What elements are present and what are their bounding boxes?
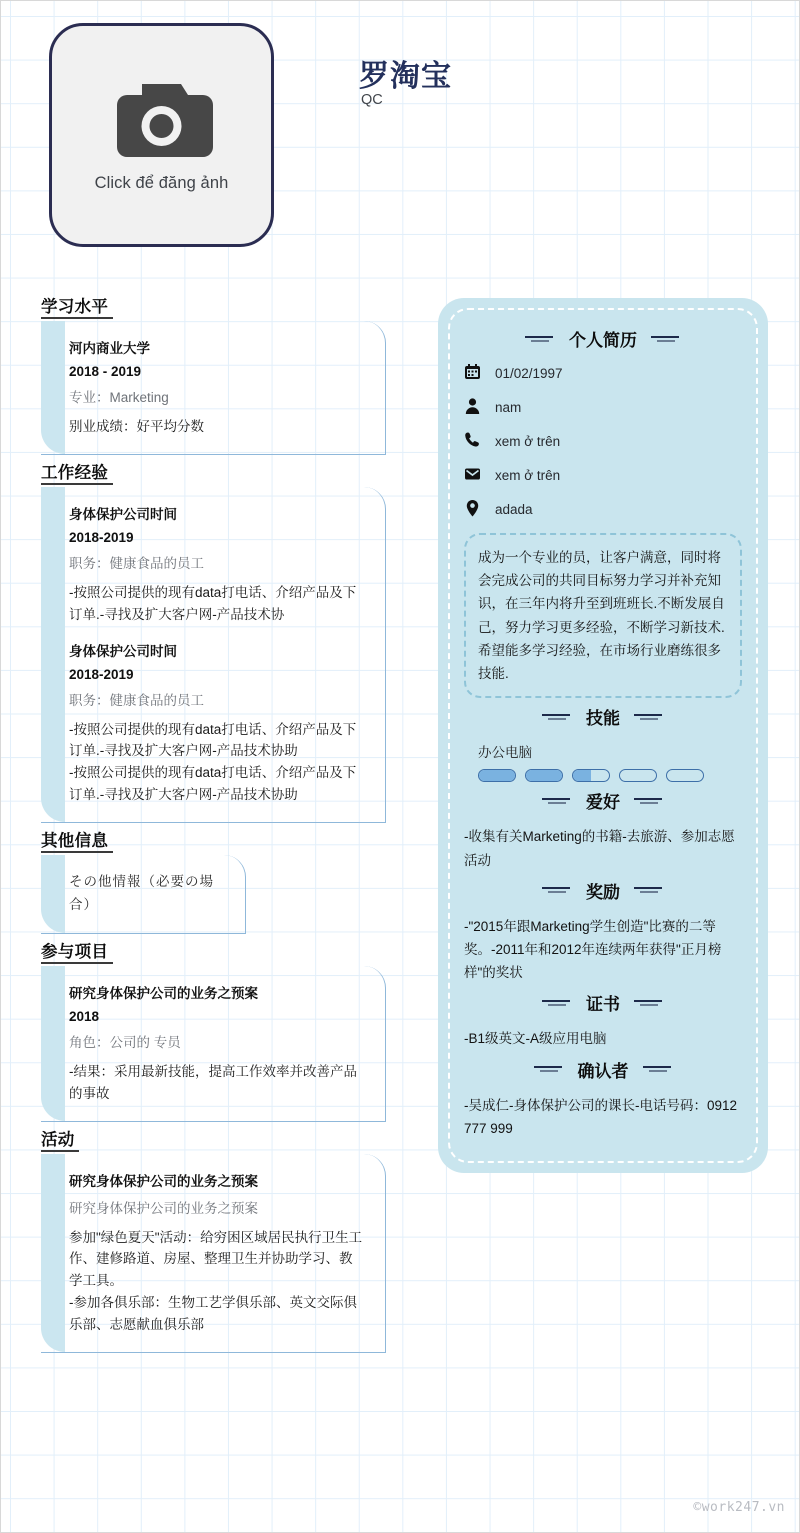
- skill-rating-pill[interactable]: [619, 769, 657, 782]
- phone-icon: [464, 431, 481, 452]
- skill-pill-fill: [573, 770, 591, 781]
- hobbies-heading-label: 爱好: [586, 793, 620, 813]
- section-content-box[interactable]: [41, 487, 386, 823]
- ornament-right-icon: [634, 886, 664, 894]
- watermark: ©work247.vn: [693, 1500, 785, 1515]
- contact-row[interactable]: [464, 431, 746, 452]
- contact-value: nam: [495, 400, 522, 415]
- resume-section: [1, 459, 411, 823]
- camera-icon: [109, 78, 214, 162]
- skill-rating-pill[interactable]: [572, 769, 610, 782]
- profile-heading: [460, 326, 746, 351]
- section-content-box[interactable]: [41, 966, 386, 1122]
- skill-pill-fill: [479, 770, 515, 781]
- entry-title: 身体保护公司时间: [69, 643, 177, 659]
- hobbies-heading: [460, 788, 746, 813]
- entry-description: -按照公司提供的现有data打电话、介绍产品及下订单.-寻找及扩大客户网-产品技术协: [69, 584, 357, 622]
- contact-value: 01/02/1997: [495, 366, 563, 381]
- entry-subtitle: 职务：健康食品的员工: [69, 692, 204, 708]
- references-heading-label: 确认者: [577, 1061, 629, 1081]
- entry-title: 研究身体保护公司的业务之预案: [69, 1173, 258, 1189]
- entry-date: 2018 - 2019: [69, 364, 142, 379]
- contact-row[interactable]: [464, 465, 746, 486]
- resume-section: [1, 827, 411, 934]
- candidate-name: 罗淘宝: [359, 60, 452, 93]
- entry-description: -按照公司提供的现有data打电话、介绍产品及下订单.-寻找及扩大客户网-产品技术协助 -按照公司提供的现有data打电话、介绍产品及下订单.-寻找及扩大客户网-产品技术协助: [69, 721, 357, 803]
- skill-rating-pill[interactable]: [666, 769, 704, 782]
- ornament-right-icon: [643, 1065, 673, 1073]
- certificates-heading-label: 证书: [586, 995, 620, 1015]
- awards-heading: [460, 878, 746, 903]
- contact-row[interactable]: [464, 363, 746, 384]
- skill-pill-fill: [526, 770, 562, 781]
- section-content-box[interactable]: [41, 855, 246, 934]
- section-heading: 其他信息: [41, 832, 109, 851]
- entry-title: 身体保护公司时间: [69, 506, 177, 522]
- ornament-left-icon: [542, 797, 572, 805]
- section-heading: 学习水平: [41, 298, 109, 316]
- resume-section: [1, 1126, 411, 1353]
- entry-date: 2018: [69, 1008, 100, 1024]
- resume-section: [1, 938, 411, 1122]
- skills-heading-label: 技能: [586, 709, 620, 729]
- contact-value: xem ở trên: [495, 468, 561, 483]
- ornament-right-icon: [634, 797, 664, 805]
- skills-heading: [460, 704, 746, 729]
- section-heading: 工作经验: [41, 463, 109, 482]
- awards-text: -"2015年跟Marketing学生创造"比赛的二等奖。-2011年和2012年连续两年获得"正月榜样"的奖状: [464, 918, 722, 981]
- entry-subtitle: 职务：健康食品的员工: [69, 555, 204, 571]
- ornament-left-icon: [542, 713, 572, 721]
- photo-upload-box[interactable]: [49, 23, 274, 247]
- skills-list: [460, 741, 746, 782]
- ornament-left-icon: [542, 886, 572, 894]
- ornament-left-icon: [534, 1065, 564, 1073]
- entry-spacer: [69, 626, 365, 640]
- awards-heading-label: 奖励: [586, 882, 620, 902]
- section-heading: 参与项目: [41, 942, 109, 961]
- entry-other-info: その他情報（必要の場合）: [69, 874, 214, 912]
- ornament-right-icon: [651, 335, 681, 343]
- section-content-box[interactable]: [41, 1154, 386, 1353]
- certificates-text: -B1级英文-A级应用电脑: [464, 1031, 607, 1047]
- photo-upload-label: Click để đăng ảnh: [94, 173, 229, 192]
- contact-row[interactable]: [464, 499, 746, 520]
- section-heading: 活动: [41, 1130, 75, 1149]
- email-icon: [464, 465, 481, 486]
- section-content-box[interactable]: [41, 321, 386, 455]
- contact-row[interactable]: [464, 397, 746, 418]
- entry-title: 研究身体保护公司的业务之预案: [69, 985, 258, 1001]
- profile-panel: [438, 298, 768, 1173]
- references-heading: [460, 1057, 746, 1082]
- entry-date: 2018-2019: [69, 529, 134, 545]
- ornament-left-icon: [525, 335, 555, 343]
- contact-value: xem ở trên: [495, 434, 561, 449]
- ornament-right-icon: [634, 999, 664, 1007]
- career-objective: 成为一个专业的员，让客户满意，同时将会完成公司的共同目标努力学习并补充知识，在三年内将升至到班班长.不断发展自己，努力学习更多经验，不断学习新技术.希望能多学习经验，在市场行业磨练很多技能.: [464, 533, 742, 698]
- skill-name: 办公电脑: [478, 745, 532, 761]
- entry-subtitle: 研究身体保护公司的业务之预案: [69, 1200, 258, 1216]
- entry-subtitle: 专业：Marketing: [69, 390, 169, 405]
- person-icon: [464, 397, 481, 418]
- skill-rating-pill[interactable]: [478, 769, 516, 782]
- hobbies-text: -收集有关Marketing的书籍-去旅游、参加志愿活动: [464, 829, 735, 868]
- contact-value: adada: [495, 502, 533, 517]
- left-column: [1, 293, 411, 1357]
- skill-rating-pill[interactable]: [525, 769, 563, 782]
- entry-description: 参加"绿色夏天"活动：给穷困区域居民执行卫生工作、建修路道、房屋、整理卫生并协助学习、教学工具。 -参加各俱乐部：生物工艺学俱乐部、英文交际俱乐部、志愿献血俱乐部: [69, 1229, 363, 1333]
- location-icon: [464, 499, 481, 520]
- contact-list: [460, 363, 746, 520]
- profile-heading-label: 个人简历: [569, 331, 637, 350]
- certificates-heading: [460, 990, 746, 1015]
- entry-subtitle: 角色：公司的 专员: [69, 1034, 181, 1050]
- entry-description: -结果：采用最新技能，提高工作效率并改善产品的事故: [69, 1063, 357, 1101]
- references-text: -吴成仁-身体保护公司的课长-电话号码：0912 777 999: [464, 1097, 738, 1136]
- resume-section: [1, 293, 411, 455]
- ornament-left-icon: [542, 999, 572, 1007]
- entry-title: 河内商业大学: [69, 341, 150, 356]
- calendar-icon: [464, 363, 481, 384]
- skill-rating[interactable]: [478, 769, 746, 782]
- entry-date: 2018-2019: [69, 666, 134, 682]
- candidate-job-title: QC: [361, 92, 383, 108]
- entry-description: 别业成绩：好平均分数: [69, 419, 204, 434]
- ornament-right-icon: [634, 713, 664, 721]
